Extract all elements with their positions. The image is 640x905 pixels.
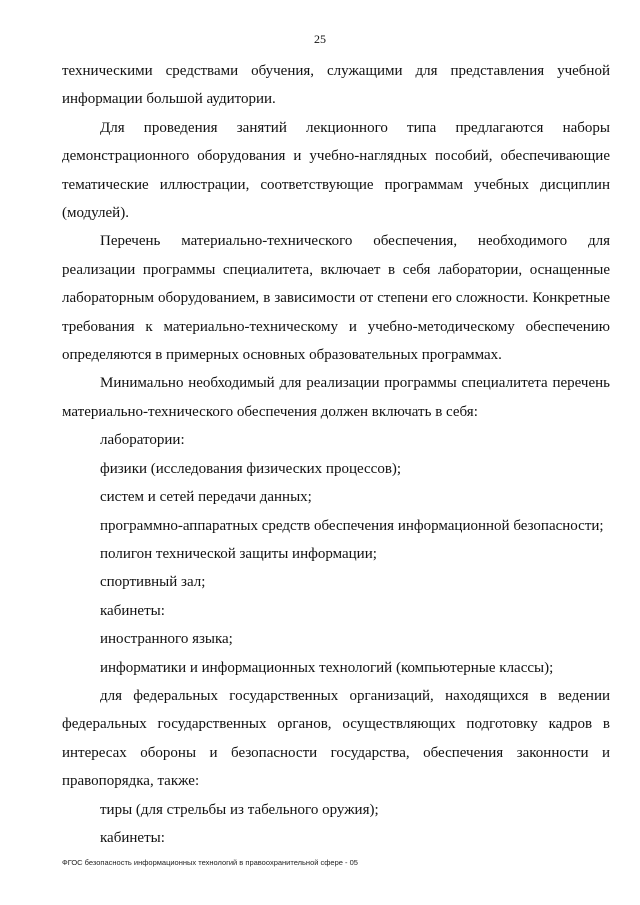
paragraph-3: Перечень материально-технического обеспечения, необходимого для реализации программы специалитета, включает в себя лаборатории, оснащенные лабораторным оборудованием, в зависимости от степени его сложности. Конкретные требования к материально-техническому и учебно-методическому обеспечению определяются в примерных основных образовательных программах. [62,233,610,364]
paragraph-4: Минимально необходимый для реализации программы специалитета перечень материально-технического обеспечения должен включать в себя: [62,375,610,420]
page-number: 25 [314,32,326,46]
list-item-foreign-language: иностранного языка; [100,631,233,648]
list-item-laboratories: лаборатории: [100,432,185,449]
body-text [62,57,610,852]
list-item-networks: систем и сетей передачи данных; [100,489,312,506]
list-item-gym: спортивный зал; [100,574,206,591]
list-item-cabinets-2: кабинеты: [100,829,165,846]
list-item-physics: физики (исследования физических процессов); [100,460,402,477]
paragraph-2: Для проведения занятий лекционного типа предлагаются наборы демонстрационного оборудования и учебно-наглядных пособий, обеспечивающие тематические иллюстрации, соответствующие программам учебных дисциплин (модулей). [62,119,610,222]
list-item-cabinets: кабинеты: [100,602,165,619]
paragraph-1: техническими средствами обучения, служащими для представления учебной информации большой аудитории. [62,63,610,108]
list-item-security-tools: программно-аппаратных средств обеспечения информационной безопасности; [100,517,604,534]
list-item-polygon: полигон технической защиты информации; [100,545,377,562]
footer-text: ФГОС безопасность информационных технологий в правоохранительной сфере - 05 [62,858,358,867]
list-item-informatics: информатики и информационных технологий (компьютерные классы); [100,659,554,676]
list-item-shooting-range: тиры (для стрельбы из табельного оружия); [100,801,379,818]
paragraph-federal: для федеральных государственных организаций, находящихся в ведении федеральных государственных органов, осуществляющих подготовку кадров в интересах обороны и безопасности государства, обеспечения законности и правопорядка, также: [62,687,610,790]
